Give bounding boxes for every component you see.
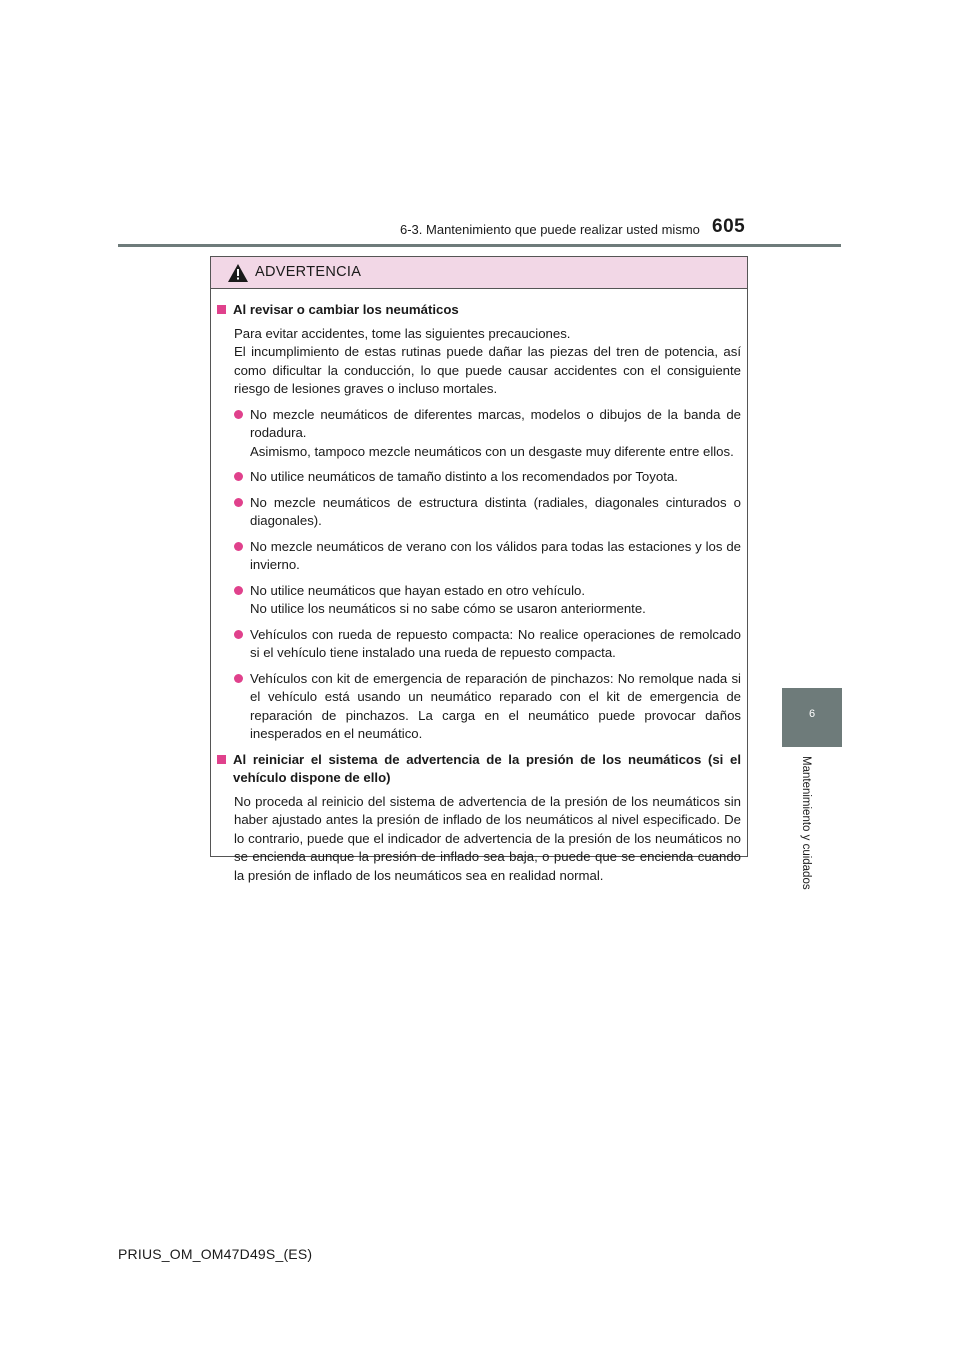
intro-line: El incumplimiento de estas rutinas puede dañar las piezas del tren de potencia, así como dificultar la conducción, lo que puede causar accidentes con el consiguiente riesgo de lesiones graves o incluso mortales. [234, 344, 741, 396]
list-item [234, 582, 741, 619]
list-item [234, 494, 741, 531]
list-item-text: Vehículos con rueda de repuesto compacta: No realice operaciones de remolcado si el vehículo tiene instalado una rueda de repuesto compacta. [250, 626, 741, 660]
list-item [234, 670, 741, 744]
topic-intro [234, 325, 741, 399]
list-item [234, 468, 741, 487]
chapter-title-text: Mantenimiento y cuidados [800, 756, 812, 890]
list-item-text: No mezcle neumáticos de estructura distinta (radiales, diagonales cinturados o diagonales). [250, 494, 741, 528]
chapter-title [802, 756, 822, 906]
list-item-text: No utilice neumáticos que hayan estado en otro vehículo. [250, 582, 586, 598]
round-bullet-icon [234, 498, 243, 507]
round-bullet-icon [234, 472, 243, 481]
chapter-tab[interactable] [782, 688, 842, 747]
list-item-text: No utilice los neumáticos si no sabe cómo se usaron anteriormente. [250, 601, 646, 616]
list-item-text: No mezcle neumáticos de verano con los válidos para todas las estaciones y los de invierno. [250, 538, 741, 572]
round-bullet-icon [234, 586, 243, 595]
topic-heading [217, 301, 741, 320]
intro-line: Para evitar accidentes, tome las siguientes precauciones. [234, 325, 571, 341]
warning-box [210, 256, 748, 883]
topic-heading-text: Al reiniciar el sistema de advertencia de la presión de los neumáticos (si el vehículo dispone de ello) [233, 751, 741, 785]
intro-line: No proceda al reinicio del sistema de advertencia de la presión de los neumáticos sin haber ajustado antes la presión de inflado de los neumáticos al nivel especificado. De lo contrario, puede que el indicador de advertencia de la presión de los neumáticos no se encienda aunque la presión de inflado sea baja, o puede que se encienda cuando la presión de inflado de los neumáticos sea en realidad normal. [234, 793, 741, 883]
list-item [234, 626, 741, 663]
square-bullet-icon [217, 755, 226, 764]
list-item-text: Asimismo, tampoco mezcle neumáticos con un desgaste muy diferente entre ellos. [250, 443, 734, 459]
round-bullet-icon [234, 410, 243, 419]
list-item [234, 406, 741, 462]
list-item [234, 538, 741, 575]
header-divider [118, 244, 841, 247]
warning-header [211, 257, 747, 289]
list-item-text: Vehículos con kit de emergencia de reparación de pinchazos: No remolque nada si el vehículo está usando un neumático reparado con el kit de emergencia de reparación de pinchazos. La carga en el neumático puede provocar daños inesperados en el neumático. [250, 670, 741, 741]
list-item-text: No mezcle neumáticos de diferentes marcas, modelos o dibujos de la banda de rodadura. [250, 406, 741, 440]
round-bullet-icon [234, 542, 243, 551]
warning-body [211, 289, 747, 885]
topic-intro [234, 793, 741, 886]
chapter-number: 6 [808, 708, 816, 720]
round-bullet-icon [234, 630, 243, 639]
square-bullet-icon [217, 305, 226, 314]
section-title: 6-3. Mantenimiento que puede realizar usted mismo [400, 222, 700, 237]
topic-heading-text: Al revisar o cambiar los neumáticos [233, 302, 459, 317]
page-number: 605 [712, 216, 746, 237]
list-item-text: No utilice neumáticos de tamaño distinto a los recomendados por Toyota. [250, 469, 678, 484]
warning-triangle-icon [228, 264, 248, 282]
round-bullet-icon [234, 674, 243, 683]
document-id: PRIUS_OM_OM47D49S_(ES) [118, 1246, 313, 1262]
warning-title: ADVERTENCIA [255, 264, 362, 280]
topic-heading [217, 751, 741, 788]
